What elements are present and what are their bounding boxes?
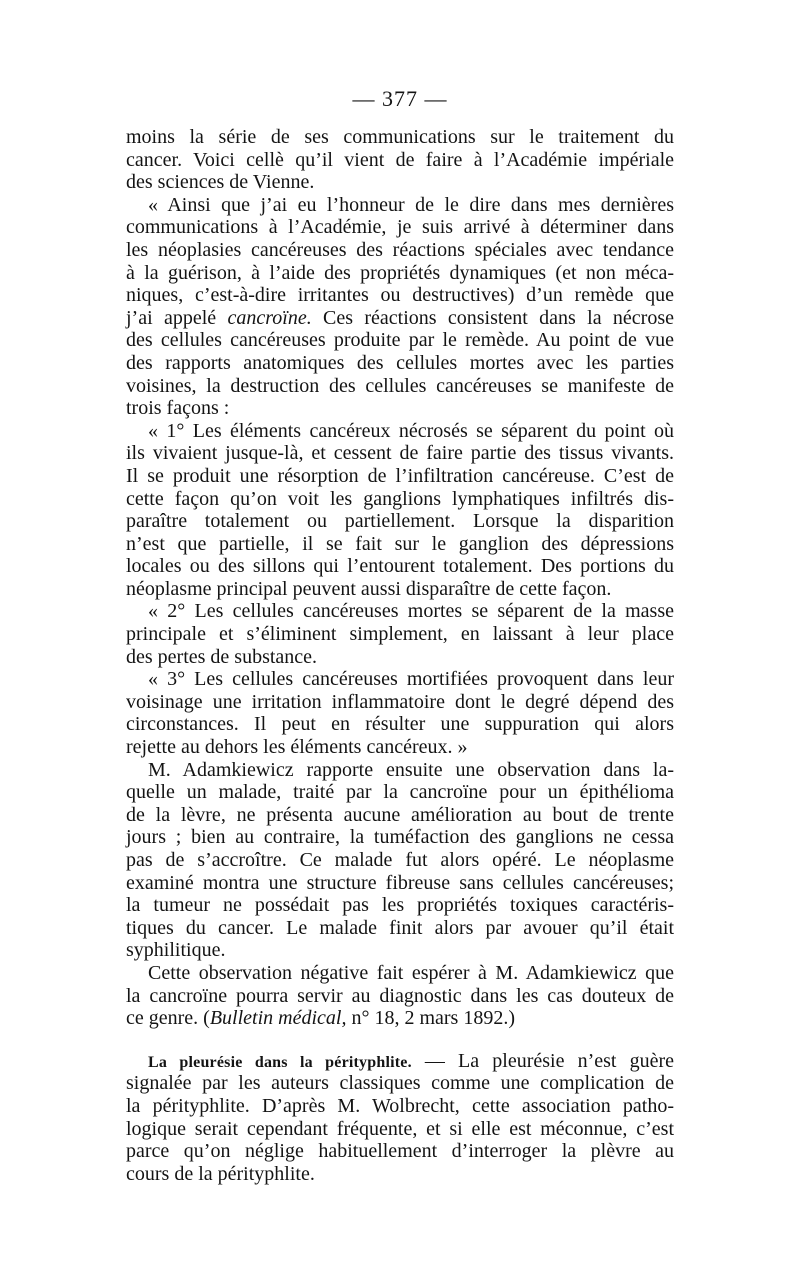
text-line: n’est que partielle, il se fait sur le ganglion des dépressions bbox=[126, 532, 674, 555]
text-line: voisines, la destruction des cellules cancéreuses se manifeste de bbox=[126, 374, 674, 397]
text-line: quelle un malade, traité par la cancroïne pour un épithélioma bbox=[126, 781, 674, 804]
text-line: de la lèvre, ne présenta aucune amélioration au bout de trente bbox=[126, 803, 674, 826]
text-line: tiques du cancer. Le malade finit alors par avouer qu’il était bbox=[126, 916, 674, 939]
citation-details: n° 18, 2 mars 1892.) bbox=[346, 1007, 516, 1030]
text-line: locales ou des sillons qui l’entourent totalement. Des portions du bbox=[126, 555, 674, 578]
citation-journal: Bulletin médical, bbox=[209, 1007, 347, 1030]
text-line-mixed bbox=[126, 1007, 674, 1030]
text-line: néoplasme principal peuvent aussi disparaître de cette façon. bbox=[126, 577, 612, 600]
text-line: « 1° Les éléments cancéreux nécrosés se séparent du point où bbox=[148, 419, 674, 442]
text-line: « 2° Les cellules cancéreuses mortes se séparent de la masse bbox=[148, 600, 674, 623]
text-line: pas de s’accroître. Ce malade fut alors opéré. Le néoplasme bbox=[126, 849, 674, 871]
text-line: voisinage une irritation inflammatoire dont le degré dépend des bbox=[126, 690, 674, 713]
text-line: Il se produit une résorption de l’infiltration cancéreuse. C’est de bbox=[126, 464, 674, 487]
text-line: principale et s’éliminent simplement, en laissant à leur place bbox=[126, 623, 674, 646]
text-line: trois façons : bbox=[126, 397, 230, 420]
text-line: M. Adamkiewicz rapporte ensuite une observation dans la- bbox=[148, 758, 674, 781]
text-run: j’ai appelé bbox=[126, 306, 228, 329]
text-line: la tumeur ne possédait pas les propriétés toxiques caractéris- bbox=[126, 894, 674, 917]
text-line: « 3° Les cellules cancéreuses mortifiées provoquent dans leur bbox=[148, 668, 674, 691]
text-line: la cancroïne pourra servir au diagnostic dans les cas douteux de bbox=[126, 984, 674, 1007]
text-line: à la guérison, à l’aide des propriétés dynamiques (et non méca- bbox=[126, 261, 674, 284]
text-run: ce genre. ( bbox=[126, 1007, 210, 1030]
text-line: les néoplasies cancéreuses des réactions spéciales avec tendance bbox=[126, 238, 674, 261]
text-line: cette façon qu’on voit les ganglions lymphatiques infiltrés dis- bbox=[126, 487, 674, 510]
text-line-mixed bbox=[126, 307, 674, 330]
text-line: cancer. Voici cellè qu’il vient de faire à l’Académie impériale bbox=[126, 148, 674, 171]
text-line: jours ; bien au contraire, la tuméfaction des ganglions ne cessa bbox=[126, 826, 674, 849]
text-line: moins la série de ses communications sur le traitement du bbox=[126, 126, 674, 148]
text-line: signalée par les auteurs classiques comme une complication de bbox=[126, 1072, 674, 1095]
text-line: cours de la pérityphlite. bbox=[126, 1162, 315, 1185]
body-text bbox=[126, 126, 674, 1185]
text-line: des rapports anatomiques des cellules mortes avec les parties bbox=[126, 351, 674, 374]
italic-term: cancroïne. bbox=[227, 306, 312, 329]
text-run: Ces réactions consistent dans la nécrose bbox=[311, 306, 674, 329]
text-line: des sciences de Vienne. bbox=[126, 171, 315, 194]
text-line: circonstances. Il peut en résulter une suppuration qui alors bbox=[126, 713, 674, 736]
text-line: parce qu’on néglige habituellement d’interroger la plèvre au bbox=[126, 1140, 674, 1163]
text-line: niques, c’est-à-dire irritantes ou destructives) d’un remède que bbox=[126, 284, 674, 307]
text-run: — La pleurésie n’est guère bbox=[411, 1049, 674, 1072]
section-gap bbox=[126, 1030, 674, 1050]
text-line: la pérityphlite. D’après M. Wolbrecht, cette association patho- bbox=[126, 1094, 674, 1117]
text-line: ils vivaient jusque-là, et cessent de faire partie des tissus vivants. bbox=[126, 442, 674, 465]
text-line: « Ainsi que j’ai eu l’honneur de le dire dans mes dernières bbox=[148, 193, 674, 216]
text-line: logique serait cependant fréquente, et si elle est méconnue, c’est bbox=[126, 1117, 674, 1140]
page-number: — 377 — bbox=[352, 86, 448, 111]
text-line: communications à l’Académie, je suis arrivé à déterminer dans bbox=[126, 216, 674, 239]
text-line: examiné montra une structure fibreuse sans cellules cancéreuses; bbox=[126, 871, 674, 894]
text-line: Cette observation négative fait espérer à M. Adamkiewicz que bbox=[148, 961, 674, 984]
text-line: des cellules cancéreuses produite par le remède. Au point de vue bbox=[126, 329, 674, 352]
text-line: paraître totalement ou partiellement. Lorsque la disparition bbox=[126, 510, 674, 533]
text-line: syphilitique. bbox=[126, 939, 226, 962]
text-line: des pertes de substance. bbox=[126, 645, 318, 668]
text-line-mixed bbox=[126, 1050, 674, 1073]
text-line: rejette au dehors les éléments cancéreux. » bbox=[126, 736, 468, 759]
section-heading: La pleurésie dans la pérityphlite. bbox=[148, 1053, 412, 1071]
